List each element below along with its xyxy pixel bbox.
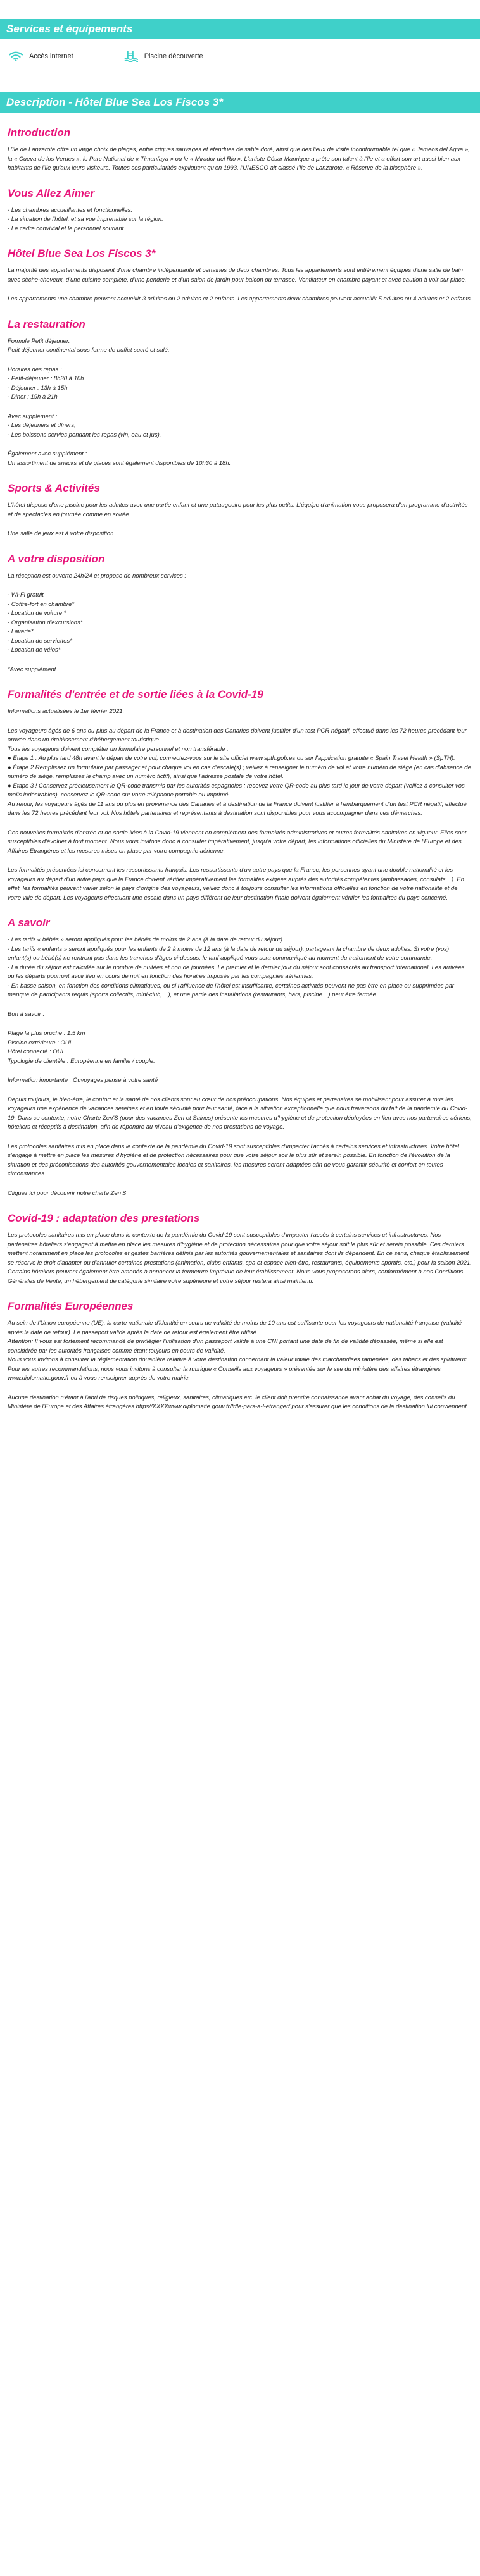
section-title: Sports & Activités — [8, 482, 100, 494]
description-title: Description - Hôtel Blue Sea Los Fiscos 3* — [6, 96, 223, 108]
section-paragraph: Les appartements une chambre peuvent accueillir 3 adultes ou 2 adultes et 2 enfants. Les appartements deux chambres peuvent accueillir 5 adultes ou 4 adultes et 2 enfants. — [8, 295, 472, 302]
section-paragraph: Cliquez ici pour découvrir notre charte Zen'S — [8, 1189, 127, 1197]
section-paragraph: Aucune destination n'étant à l'abri de risques politiques, religieux, sanitaires, climatiques etc. le client doit prendre connaissance avant achat du voyage, des conseils du Ministère de l'Europe et des Affaires étrangères https//XXXXwww.diplomatie.gouv.fr/fr/le-pars-a-l-etranger/ pour s'assurer que les conditions de la destination lui conviennent. — [8, 1394, 469, 1410]
section-paragraph: La majorité des appartements disposent d'une chambre indépendante et certaines de deux chambres. Tous les appartements sont entièrement équipés d'une salle de bain avec sèche-cheveux, d'une cuisine complète, d'une penderie et d'un salon de jardin pour balcon ou terrasse. Ventilateur en chambre payant et avec caution à voir sur place. — [8, 267, 467, 283]
section-restauration — [8, 318, 472, 469]
section-title: Hôtel Blue Sea Los Fiscos 3* — [8, 247, 156, 259]
section-paragraph: Horaires des repas : - Petit-déjeuner : 8h30 à 10h - Déjeuner : 13h à 15h - Diner : 19h à 21h — [8, 366, 84, 400]
section-title: Vous Allez Aimer — [8, 187, 94, 199]
section-title: A savoir — [8, 917, 50, 929]
section-paragraph: L'hôtel dispose d'une piscine pour les adultes avec une partie enfant et une pataugeoire pour les plus petits. L'équipe d'animation vous proposera d'un programme d'activités et de spectacles en journée comme en soirée. — [8, 502, 468, 518]
section-title: Formalités Européennes — [8, 1300, 134, 1312]
section-paragraph: L'île de Lanzarote offre un large choix de plages, entre criques sauvages et étendues de sable doré, ainsi que des lieux de visite incontournable tel que « Jameos del Agua », la « Cueva de los Verdes », le Parc National de « Timanfaya » ou le « Mirador del Rio ». L'artiste César Manrique a prête son talent à l'île et a offert son art aussi bien aux habitants de l'île qu'aux leurs visiteurs. Toutes ces particularités expliquent qu'en 1993, l'UNESCO ait classé l'île de Lanzarote, « Réserve de la biosphère ». — [8, 146, 470, 171]
section-formalites-europeennes — [8, 1300, 472, 1412]
section-paragraph: Depuis toujours, le bien-être, le confort et la santé de nos clients sont au cœur de nos préoccupations. Nos équipes et partenaires se mobilisent pour assurer à tous les voyageurs une expérience de vacances sereines et en toute sécurité pour leur santé, face à la situation exceptionnelle que nous traversons du fait de la pandémie du Covid-19. Dans ce contexte, notre Charte Zen'S (pour des vacances Zen et Saines) présente les mesures d'hygiène et de protection déployées en lien avec nos partenaires aériens, hôteliers et réceptifs à destination, afin de répondre au niveau d'exigence de nos prestations de voyage. — [8, 1096, 472, 1130]
section-paragraph: Les protocoles sanitaires mis en place dans le contexte de la pandémie du Covid-19 sont susceptibles d'impacter l'accès à certains services et infrastructures. Votre hôtel s'engage à mettre en place les mesures d'hygiène et de protection nécessaires pour que votre séjour soit le plus sûr et serein possible. En fonction de l'évolution de la situation et des préconisations des autorités gouvernementales locales et sanitaires, les mesures seront adaptées afin de vous garantir sécurité et confort en toutes circonstances. — [8, 1142, 459, 1177]
section-paragraph: Les formalités présentées ici concernent les ressortissants français. Les ressortissants d'un autre pays que la France, les personnes ayant une double nationalité et les voyageurs au départ d'un autre pays que la France doivent vérifier impérativement les formalités exigées auprès des autorités compétentes (ambassades, consulats…). En effet, les formalités peuvent varier selon le pays d'origine des voyageurs, veillez donc à toujours consulter les informations officielles en fonction de votre nationalité et de votre ville de départ. Les voyageurs effectuant une escale dans un pays différent de leur destination finale doivent également vérifier les formalités du pays concerné. — [8, 867, 465, 901]
section-a-savoir — [8, 917, 472, 1198]
description-content — [0, 127, 480, 1412]
services-list — [0, 46, 480, 71]
section-paragraph: Également avec supplément : Un assortiment de snacks et de glaces sont également disponibles de 10h30 à 18h. — [8, 450, 231, 467]
section-covid-formalites — [8, 688, 472, 903]
section-paragraph: - Wi-Fi gratuit - Coffre-fort en chambre* - Location de voiture * - Organisation d'excursions* - Laverie* - Location de serviettes* - Location de vélos* — [8, 591, 83, 653]
section-paragraph: Information importante : Ouvoyages pense à votre santé — [8, 1077, 158, 1084]
section-paragraph: Au sein de l'Union européenne (UE), la carte nationale d'identité en cours de validité de moins de 10 ans est suffisante pour les voyageurs de nationalité française (validité après la date de retour). Le passeport valide après la date de retour est également être utilisé. Attention: Il vous est fortement recommandé de privilégier l'utilisation d'un passeport valide à une CNI portant une date de fin de validité dépassée, même si elle est considérée par les autorités françaises comme étant toujours en cours de validité. Nous vous invitons à consulter la réglementation douanière relative à votre destination concernant la valeur totale des marchandises ramenées, des tabacs et des spiritueux. Pour les autres recommandations, nous vous invitons à consulter la rubrique « Conseils aux voyageurs » présentée sur le site du ministère des affaires étrangères www.diplomatie.gouv.fr ou à vous renseigner auprès de votre mairie. — [8, 1320, 469, 1382]
section-paragraph: *Avec supplément — [8, 666, 56, 673]
section-covid-adaptation — [8, 1212, 472, 1286]
section-paragraph: Informations actualisées le 1er février 2021. — [8, 708, 125, 715]
section-sports-activites — [8, 482, 472, 539]
section-title: A votre disposition — [8, 552, 105, 565]
section-paragraph: Les voyageurs âgés de 6 ans ou plus au départ de la France et à destination des Canaries doivent justifier d'un test PCR négatif, effectué dans les 72 heures précédant leur arrivée dans un établissement d'hébergement touristique. Tous les voyageurs doivent compléter un formulaire personnel et non transférable : ● Étape 1 : Au plus tard 48h avant le départ de votre vol, connectez-vous sur le site officiel www.spth.gob.es ou sur l'application gratuite « Spain Travel Health » (SpTH). ● Étape 2 Remplissez un formulaire par passager et pour chaque vol en cas d'escale(s) ; veillez à renseigner le numéro de vol et votre numéro de siège (en cas d'absence de numéro de siège, remplissez le champ avec un numéro fictif), ainsi que l'adresse postale de votre hôtel. ● Étape 3 ! Conservez précieusement le QR-code transmis par les autorités espagnoles ; recevez votre QR-code au plus tard le jour de votre départ (veillez à consulter vos mails indésirables), conservez le QR-code sur votre téléphone portable ou imprimé. Au retour, les voyageurs âgés de 11 ans ou plus en provenance des Canaries et à destination de la France doivent justifier à l'embarquement d'un test PCR négatif, effectué dans les 72 heures précédant leur vol. Nos hôtels partenaires et représentants à destination sont disponibles pour vous accompagner dans ces démarches. — [8, 727, 471, 817]
section-votre-disposition — [8, 553, 472, 675]
pool-icon — [124, 51, 138, 62]
service-label: Piscine découverte — [144, 53, 203, 60]
section-paragraph: Les protocoles sanitaires mis en place dans le contexte de la pandémie du Covid-19 sont susceptibles d'impacter l'accès à certains services et infrastructures. Nos partenaires hôteliers s'engagent à mettre en place les mesures d'hygiène et de protection nécessaires pour que votre séjour soit le plus sûr et serein possible. Ces derniers mettent notamment en place les protocoles et gestes barrières définis par les autorités gouvernementales et sanitaires dont ils dépendent. En ce sens, chaque établissement se réserve le droit d'adapter ou d'annuler certaines prestations (animation, clubs enfants, spa et espace bien-être, restaurants, équipements sportifs, etc.) pour la saison 2021. Certains hôteliers peuvent également être amenés à annoncer la fermeture imprévue de leur établissement. Nous vous proposerons alors, conformément à nos Conditions Générales de Vente, un hébergement de catégorie similaire voire supérieure et votre séjour restera ainsi maintenu. — [8, 1232, 472, 1285]
section-hotel — [8, 247, 472, 304]
section-vous-allez-aimer — [8, 187, 472, 234]
section-title: Formalités d'entrée et de sortie liées à la Covid-19 — [8, 688, 263, 700]
section-paragraph: Plage la plus proche : 1.5 km Piscine extérieure : OUI Hôtel connecté : OUI Typologie de clientèle : Européenne en famille / couple. — [8, 1030, 155, 1065]
section-title: La restauration — [8, 318, 85, 330]
service-internet — [9, 51, 73, 62]
section-introduction — [8, 127, 472, 173]
section-paragraph: Ces nouvelles formalités d'entrée et de sortie liées à la Covid-19 viennent en complément des formalités administratives et autres formalités sanitaires en vigueur. Elles sont susceptibles d'évoluer à tout moment. Nous vous invitons donc à consulter impérativement, jusqu'à votre départ, les informations officielles du Ministère de l'Europe et des Affaires Étrangères et les mesures mises en place par votre compagnie aérienne. — [8, 829, 467, 855]
section-title: Introduction — [8, 127, 71, 139]
service-label: Accès internet — [29, 53, 73, 60]
hotel-page — [0, 19, 480, 1444]
section-paragraph: Une salle de jeux est à votre disposition. — [8, 530, 116, 537]
section-paragraph: La réception est ouverte 24h/24 et propose de nombreux services : — [8, 572, 187, 579]
wifi-icon — [9, 51, 23, 61]
section-title: Covid-19 : adaptation des prestations — [8, 1212, 200, 1224]
service-pool — [124, 51, 203, 62]
section-paragraph: Formule Petit déjeuner. Petit déjeuner continental sous forme de buffet sucré et salé. — [8, 337, 170, 354]
services-title: Services et équipements — [6, 23, 133, 35]
section-paragraph: Bon à savoir : — [8, 1010, 45, 1018]
description-banner — [0, 92, 480, 113]
services-banner — [0, 19, 480, 39]
section-paragraph: - Les tarifs « bébés » seront appliqués pour les bébés de moins de 2 ans (à la date de retour du séjour). - Les tarifs « enfants » seront appliqués pour les enfants de 2 à moins de 12 ans (à la date de retour du séjour), partageant la chambre de deux adultes. Si votre (vos) enfant(s) ou bébé(s) ne rentrent pas dans les tranches d'âges ci-dessus, le tarif appliqué vous sera communiqué au moment du traitement de votre commande. - La durée du séjour est calculée sur le nombre de nuitées et non de journées. Le premier et le dernier jour du séjour sont consacrés au transport international. Les arrivées ou les départs pourront avoir lieu en cours de nuit en fonction des horaires imposés par les compagnies aériennes. - En basse saison, en fonction des conditions climatiques, ou si l'affluence de l'hôtel est insuffisante, certaines activités peuvent ne pas être en place ou supprimées par manque de participants requis (sports collectifs, mini-club,…), et une partie des installations (restaurants, bars, piscine…) peut être fermée. — [8, 936, 465, 998]
section-paragraph: Avec supplément : - Les déjeuners et dîners, - Les boissons servies pendant les repas (vin, eau et jus). — [8, 412, 161, 438]
section-paragraph: - Les chambres accueillantes et fonctionnelles. - La situation de l'hôtel, et sa vue imprenable sur la région. - Le cadre convivial et le personnel souriant. — [8, 206, 163, 232]
